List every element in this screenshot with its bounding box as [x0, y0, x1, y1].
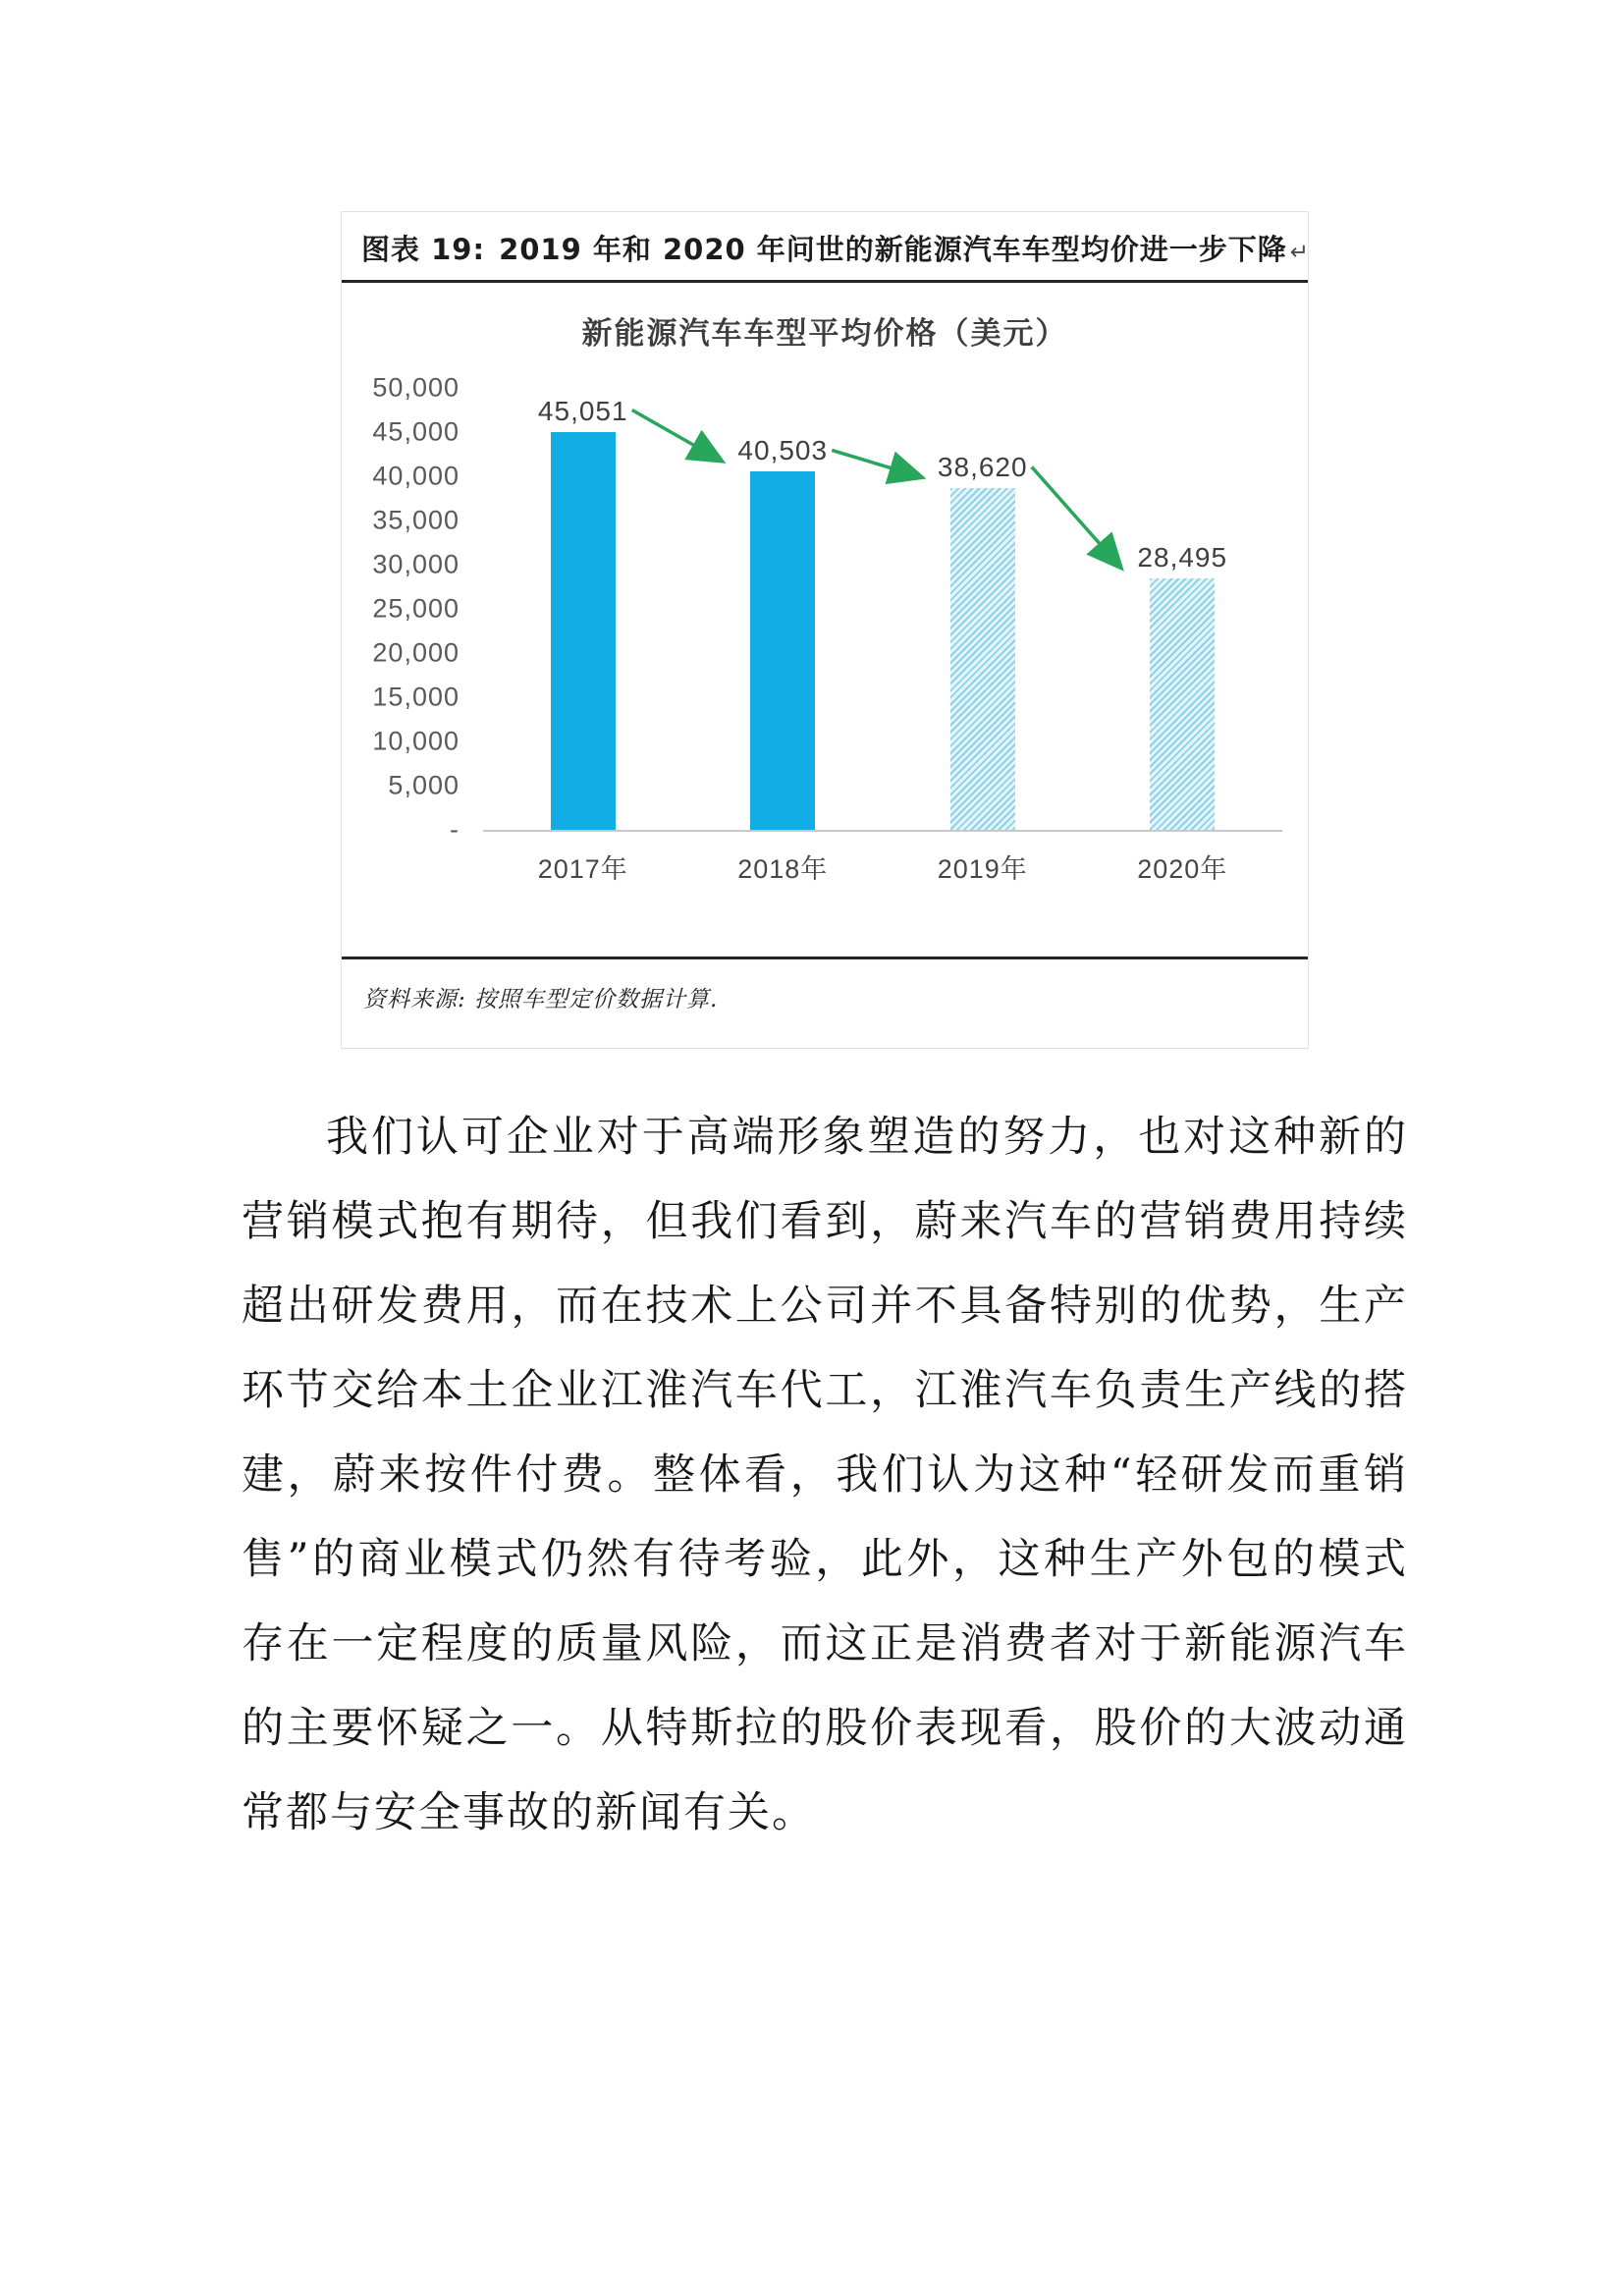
bar-value-label: 40,503 — [737, 435, 829, 466]
x-tick-label: 2020年 — [1137, 854, 1228, 884]
y-tick-label: 20,000 — [372, 637, 460, 668]
bar-value-label: 28,495 — [1137, 541, 1228, 573]
y-tick-label: 30,000 — [372, 549, 460, 579]
figure-box — [341, 211, 1309, 1049]
figure-source-note: 资料来源: 按照车型定价数据计算. — [363, 987, 719, 1012]
y-tick-label: 25,000 — [372, 593, 460, 624]
bar-slot — [683, 388, 884, 830]
bar-2019年 — [950, 488, 1015, 830]
figure-caption-number: 图表 19: — [361, 233, 486, 266]
bar-2018年 — [750, 471, 815, 830]
y-tick-label: 10,000 — [372, 726, 460, 756]
body-paragraph: 我们认可企业对于高端形象塑造的努力，也对这种新的营销模式抱有期待，但我们看到，蔚来汽车的营销费用持续超出研发费用，而在技术上公司并不具备特别的优势，生产环节交给本土企业江淮汽车代工，江淮汽车负责生产线的搭建，蔚来按件付费。整体看，我们认为这种“轻研发而重销售”的商业模式仍然有待考验，此外，这种生产外包的模式存在一定程度的质量风险，而这正是消费者对于新能源汽车的主要怀疑之一。从特斯拉的股价表现看，股价的大波动通常都与安全事故的新闻有关。 — [242, 1113, 1408, 1837]
x-axis — [483, 847, 1282, 886]
bar-slot — [883, 388, 1083, 830]
bar-2017年 — [551, 432, 616, 830]
plot-area — [483, 388, 1282, 832]
chart-title: 新能源汽车车型平均价格（美元） — [581, 316, 1068, 352]
y-axis — [367, 372, 483, 845]
bar-value-label: 38,620 — [937, 452, 1028, 483]
y-tick-label: 35,000 — [372, 505, 460, 535]
y-tick-label: 15,000 — [372, 682, 460, 712]
y-tick-label: 40,000 — [372, 461, 460, 491]
return-mark-icon: ↵ — [1289, 240, 1311, 265]
x-tick-label: 2019年 — [937, 854, 1028, 884]
chart-plot — [367, 372, 1282, 886]
figure-top-rule — [342, 280, 1308, 283]
bar-value-label: 45,051 — [537, 395, 628, 426]
bar-slot — [483, 388, 683, 830]
y-tick-label: 45,000 — [372, 416, 460, 447]
bar-2020年 — [1150, 578, 1215, 830]
y-tick-label: 5,000 — [388, 770, 460, 800]
figure-caption — [342, 212, 1311, 280]
x-tick-label: 2018年 — [737, 854, 829, 884]
y-tick-label: 50,000 — [372, 372, 460, 403]
bar-slot — [1083, 388, 1283, 830]
figure-caption-text: 2019 年和 2020 年问世的新能源汽车车型均价进一步下降 — [499, 233, 1287, 266]
x-tick-label: 2017年 — [537, 854, 628, 884]
y-tick-label: - — [450, 814, 460, 845]
